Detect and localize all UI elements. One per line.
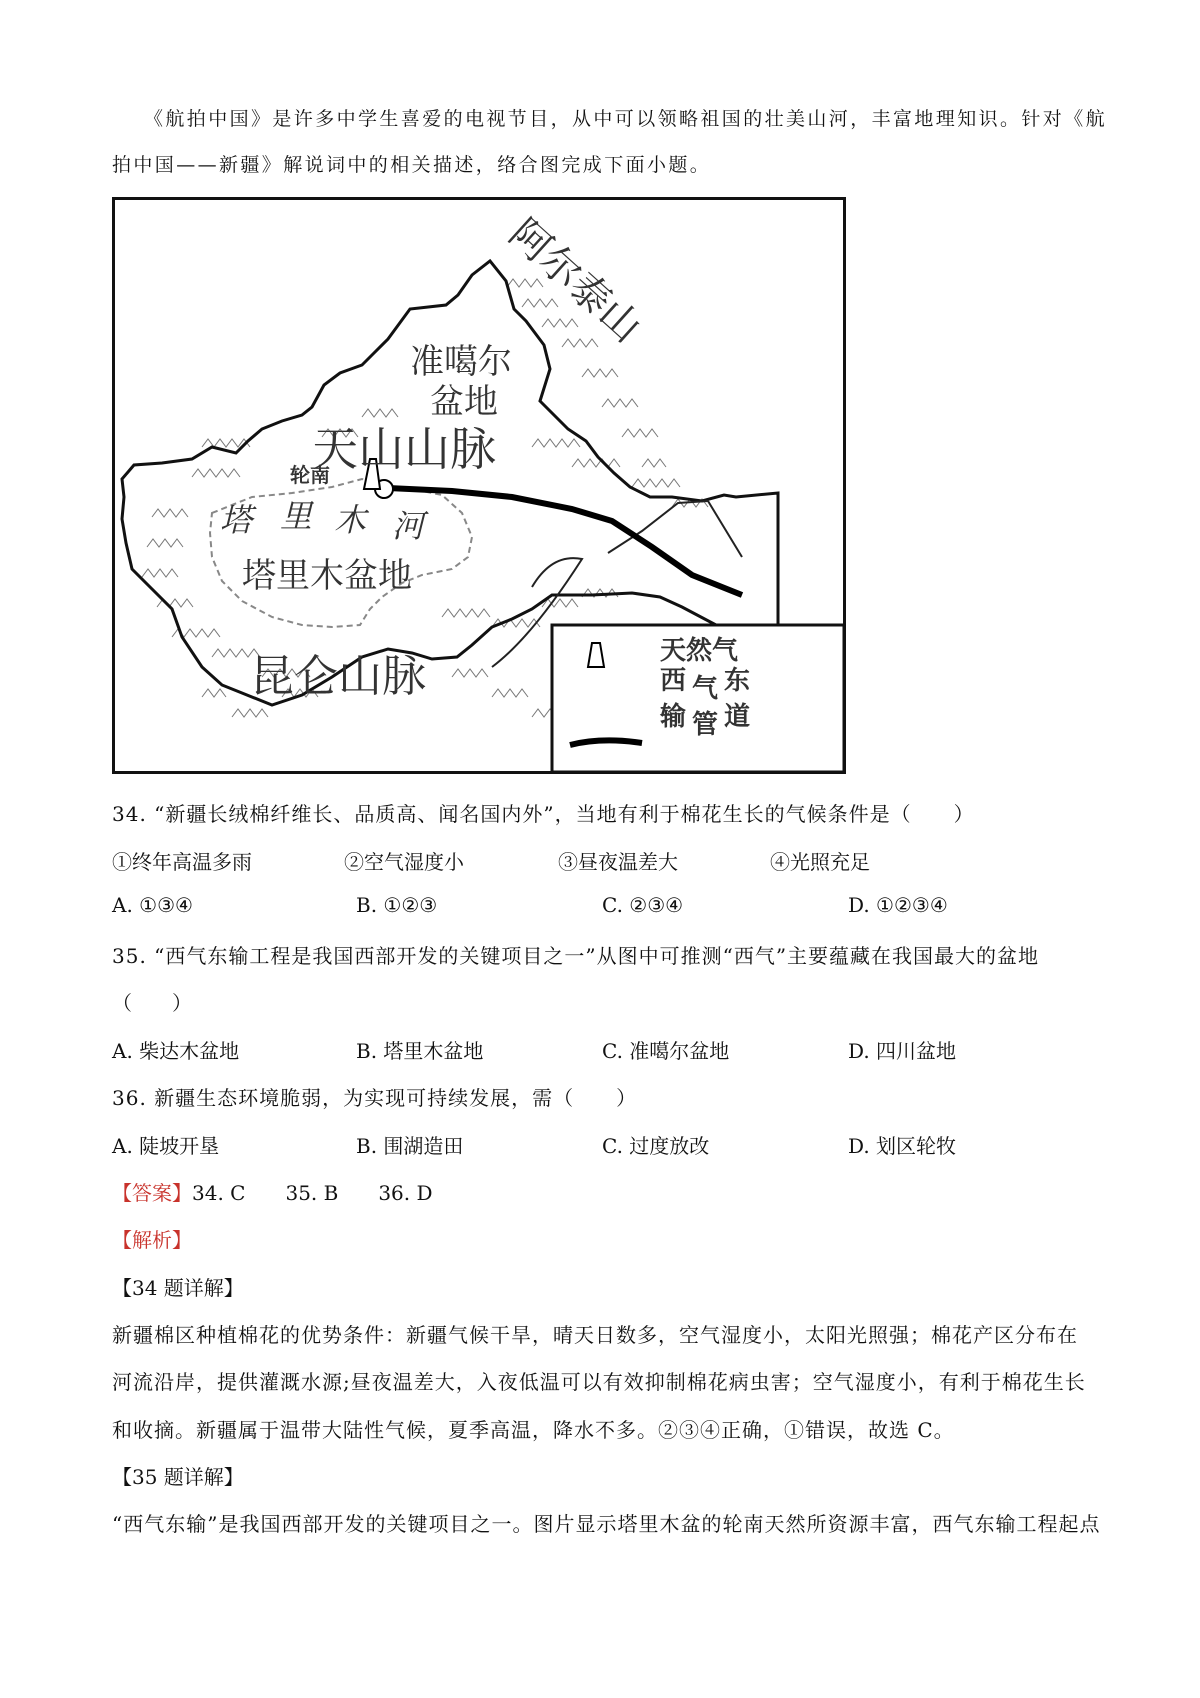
legend-pipe-char-5: 管 <box>692 710 719 740</box>
label-tarim-river-2: 里 <box>280 497 313 535</box>
analysis-h34: 【34 题详解】 <box>112 1276 244 1300</box>
label-tianshan: 天山山脉 <box>312 422 496 476</box>
analysis-h35: 【35 题详解】 <box>112 1465 244 1489</box>
label-tarim-river-3: 木 <box>334 501 367 539</box>
q34-item-1: ①终年高温多雨 <box>112 850 252 874</box>
q36-option-b: B. 围湖造田 <box>356 1134 464 1158</box>
legend-pipe-char-3: 东 <box>724 666 751 696</box>
q36-stem: 36. 新疆生态环境脆弱，为实现可持续发展，需（ ） <box>112 1086 638 1110</box>
analysis-p34-line-2: 河流沿岸，提供灌溉水源;昼夜温差大，入夜低温可以有效抑制棉花病虫害；空气湿度小，有利于棉花生长 <box>112 1370 1086 1394</box>
q34-option-a: A. ①③④ <box>112 893 193 917</box>
answer-text: 34. C 35. B 36. D <box>192 1181 433 1205</box>
xinjiang-map <box>112 197 846 774</box>
label-tarim-river-1: 塔 <box>220 501 253 539</box>
q36-option-d: D. 划区轮牧 <box>848 1134 957 1158</box>
legend-pipe-char-6: 道 <box>724 702 751 732</box>
q35-stem: 35. “西气东输工程是我国西部开发的关键项目之一”从图中可推测“西气”主要蕴藏在我国最大的盆地 <box>112 944 1040 968</box>
q34-item-4: ④光照充足 <box>770 850 870 874</box>
legend-pipe-char-4: 输 <box>660 702 687 732</box>
q34-option-c: C. ②③④ <box>602 893 684 917</box>
q34-item-3: ③昼夜温差大 <box>558 850 678 874</box>
label-tarim-basin: 塔里木盆地 <box>242 556 412 596</box>
legend-pipe-char-2: 气 <box>692 674 719 704</box>
legend-gas-icon <box>588 643 604 667</box>
q34-option-d: D. ①②③④ <box>848 893 948 917</box>
q36-option-c: C. 过度放改 <box>602 1134 710 1158</box>
q35-option-d: D. 四川盆地 <box>848 1039 957 1063</box>
label-junggar-1: 准噶尔 <box>410 342 512 382</box>
label-lunnan: 轮南 <box>290 463 330 487</box>
answer-line <box>112 1177 433 1206</box>
q35-option-c: C. 准噶尔盆地 <box>602 1039 730 1063</box>
q35-option-a: A. 柴达木盆地 <box>112 1039 240 1063</box>
label-tarim-river-4: 河 <box>392 507 425 545</box>
label-altai: 阿尔泰山 <box>500 210 650 352</box>
q35-paren: （ ） <box>112 991 192 1015</box>
analysis-p34-line-1: 新疆棉区种植棉花的优势条件：新疆气候干旱，晴天日数多，空气湿度小，太阳光照强；棉花产区分布在 <box>112 1323 1078 1347</box>
analysis-p34-line-3: 和收摘。新疆属于温带大陆性气候，夏季高温，降水不多。②③④正确，①错误，故选 C。 <box>112 1418 955 1442</box>
answer-label: 【答案】 <box>112 1181 192 1205</box>
legend-pipe-char-1: 西 <box>660 666 687 696</box>
analysis-label: 【解析】 <box>112 1228 192 1252</box>
q34-option-b: B. ①②③ <box>356 893 438 917</box>
q34-stem: 34. “新疆长绒棉纤维长、品质高、闻名国内外”，当地有利于棉花生长的气候条件是（ ） <box>112 802 975 826</box>
q34-item-2: ②空气湿度小 <box>344 850 464 874</box>
q36-option-a: A. 陡坡开垦 <box>112 1134 220 1158</box>
analysis-p35-line-1: “西气东输”是我国西部开发的关键项目之一。图片显示塔里木盆的轮南天然所资源丰富，西气东输工程起点 <box>112 1512 1101 1536</box>
intro-line-1: 《航拍中国》是许多中学生喜爱的电视节目，从中可以领略祖国的壮美山河，丰富地理知识。针对《航 <box>144 108 1108 130</box>
label-junggar-2: 盆地 <box>430 382 498 422</box>
q35-option-b: B. 塔里木盆地 <box>356 1039 484 1063</box>
intro-line-2: 拍中国——新疆》解说词中的相关描述，络合图完成下面小题。 <box>112 154 712 176</box>
legend-gas-label: 天然气 <box>660 636 739 666</box>
label-kunlun: 昆仑山脉 <box>250 651 426 702</box>
